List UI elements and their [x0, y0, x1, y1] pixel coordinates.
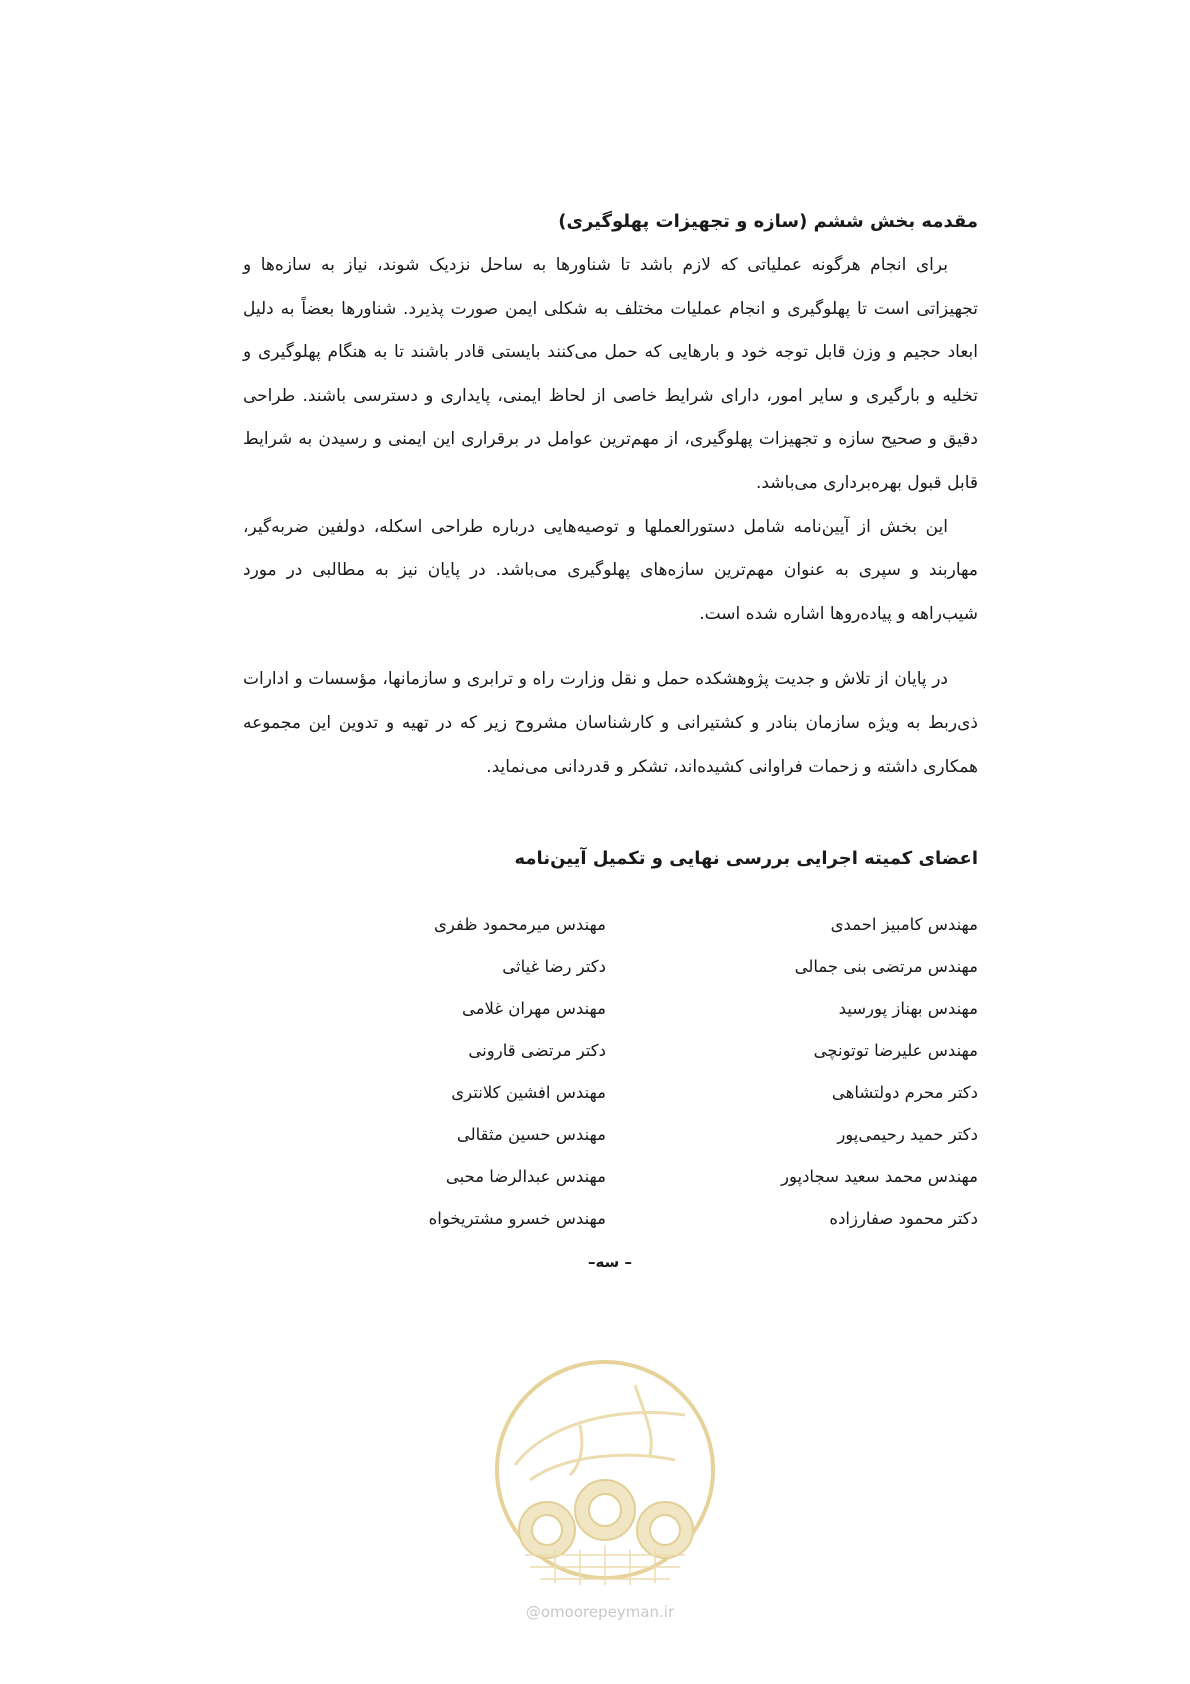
committee-title: اعضای کمیته اجرایی بررسی نهایی و تکمیل آیین‌نامه [514, 848, 978, 870]
member-name: مهندس علیرضا توتونچی [813, 1041, 978, 1060]
members-left-column [366, 904, 606, 1240]
page-number: – سه– [587, 1253, 633, 1271]
member-name: مهندس کامبیز احمدی [830, 915, 978, 934]
member-name: دکتر محمود صفارزاده [829, 1209, 978, 1228]
spacer [243, 789, 978, 845]
member-name: مهندس محمد سعید سجادپور [780, 1167, 978, 1186]
member-name: مهندس عبدالرضا محبی [445, 1167, 606, 1186]
member-name: دکتر حمید رحیمی‌پور [837, 1125, 978, 1144]
member-name: مهندس میرمحمود ظفری [433, 915, 606, 934]
intro-section [243, 208, 978, 885]
member-name: دکتر رضا غیاثی [502, 957, 606, 976]
member-name: دکتر مرتضی قارونی [468, 1041, 606, 1060]
section-title: مقدمه بخش ششم (سازه و تجهیزات پهلوگیری) [558, 211, 978, 232]
watermark-logo-icon [485, 1355, 725, 1605]
member-name: مهندس افشین کلانتری [451, 1083, 606, 1102]
spacer [243, 636, 978, 658]
watermark-website: @omoorepeyman.ir [525, 1603, 675, 1621]
members-right-column [738, 904, 978, 1240]
member-name: مهندس مهران غلامی [461, 999, 606, 1018]
intro-paragraph-1: برای انجام هرگونه عملیاتی که لازم باشد تا شناورها به ساحل نزدیک شوند، نیاز به سازه‌ها و تجهیزاتی است تا پهلوگیری و انجام عملیات مختلف به شکلی ایمن صورت پذیرد. شناورها بعضاً به دلیل ابعاد حجیم و وزن قابل توجه خود و بارهایی که حمل می‌کنند بایستی قادر باشند تا به هنگام پهلوگیری و تخلیه و بارگیری و سایر امور، دارای شرایط خاصی از لحاظ ایمنی، پایداری و دسترسی باشند. طراحی دقیق و صحیح سازه و تجهیزات پهلوگیری، از مهم‌ترین عوامل در برقراری این ایمنی و رسیدن به شرایط قابل قبول بهره‌برداری می‌باشد. [243, 255, 978, 493]
member-name: دکتر محرم دولتشاهی [831, 1083, 978, 1102]
member-name: مهندس حسین مثقالی [456, 1125, 606, 1144]
acknowledgement-paragraph: در پایان از تلاش و جدیت پژوهشکده حمل و نقل وزارت راه و ترابری و سازمانها، مؤسسات و ادارات ذی‌ربط به ویژه سازمان بنادر و کشتیرانی و کارشناسان مشروح زیر که در تهیه و تدوین این مجموعه همکاری داشته و زحمات فراوانی کشیده‌اند، تشکر و قدردانی می‌نماید. [243, 669, 978, 777]
member-name: مهندس بهناز پورسید [838, 999, 978, 1018]
member-name: مهندس مرتضی بنی جمالی [794, 957, 978, 976]
intro-paragraph-2: این بخش از آیین‌نامه شامل دستورالعملها و توصیه‌هایی درباره طراحی اسکله، دولفین ضربه‌گیر، مهاربند و سپری به عنوان مهم‌ترین سازه‌های پهلوگیری می‌باشد. در پایان نیز به مطالبی در مورد شیب‌راهه و پیاده‌روها اشاره شده است. [243, 516, 978, 624]
member-name: مهندس خسرو مشتریخواه [428, 1209, 606, 1228]
